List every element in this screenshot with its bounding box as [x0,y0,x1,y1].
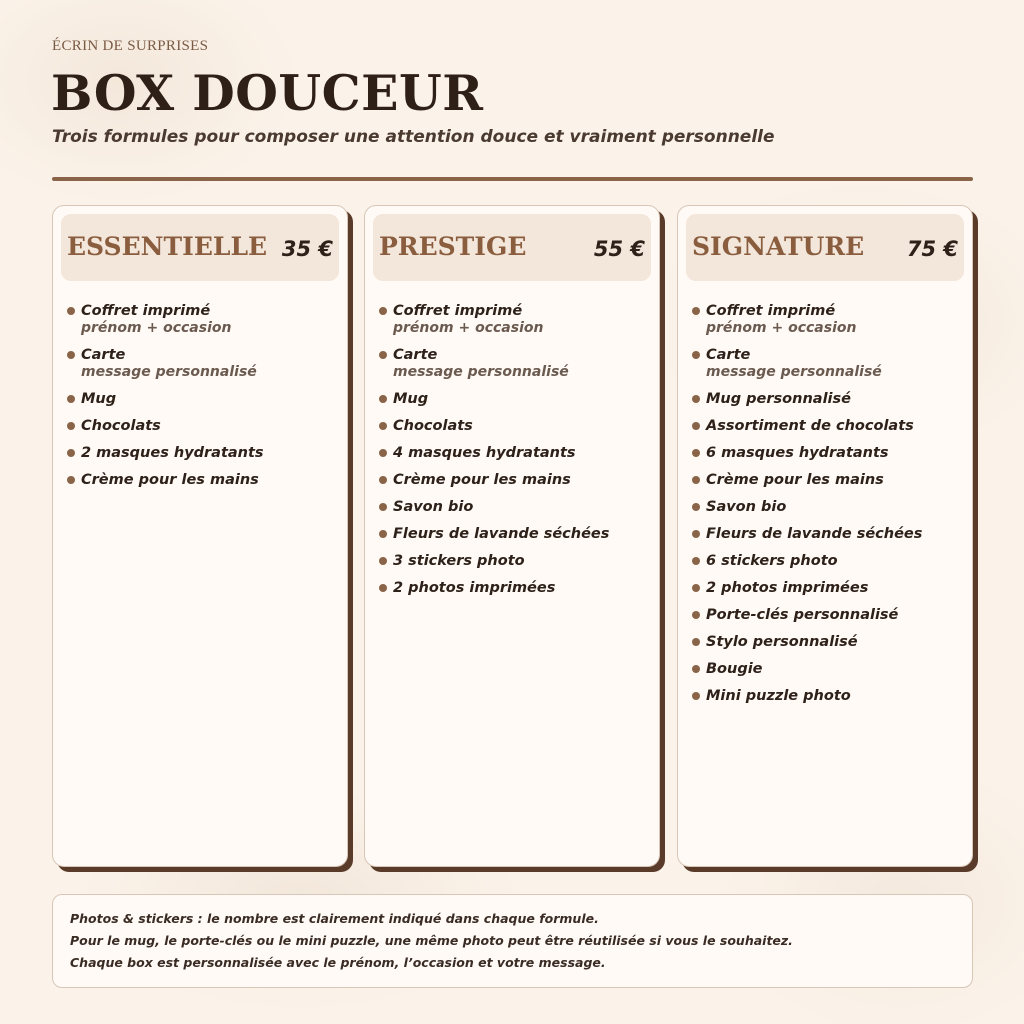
item-label: Carte [81,347,126,363]
item-label: Coffret imprimé [706,303,836,319]
item-label: Crème pour les mains [706,472,884,488]
list-item [690,606,964,624]
item-label: Coffret imprimé [393,303,523,319]
item-label: Fleurs de lavande séchées [393,526,610,542]
card-header [686,214,964,281]
item-label: Bougie [706,661,763,677]
list-item [377,552,651,570]
list-item [377,498,651,516]
item-label: 2 masques hydratants [81,445,264,461]
list-item [690,552,964,570]
footer-line: Photos & stickers : le nombre est clairement indiqué dans chaque formule. [70,911,599,926]
card-signature [677,205,973,867]
item-label: Crème pour les mains [393,472,571,488]
item-label: 6 stickers photo [706,553,838,569]
item-label: Assortiment de chocolats [706,418,914,434]
item-label: Mini puzzle photo [706,688,851,704]
card-items [690,302,964,714]
card-items [377,302,651,606]
item-detail: prénom + occasion [393,320,544,336]
list-item [65,346,339,381]
list-item [377,525,651,543]
list-item [690,687,964,705]
item-detail: message personnalisé [393,364,569,380]
card-header [373,214,651,281]
item-label: Fleurs de lavande séchées [706,526,923,542]
card-name: PRESTIGE [379,232,527,261]
footer-line: Pour le mug, le porte-clés ou le mini puzzle, une même photo peut être réutilisée si vous le souhaitez. [70,933,793,948]
list-item [690,302,964,337]
list-item [377,346,651,381]
list-item [65,417,339,435]
item-label: Crème pour les mains [81,472,259,488]
item-label: 3 stickers photo [393,553,525,569]
card-prestige [364,205,660,867]
list-item [377,444,651,462]
item-label: Mug [81,391,117,407]
list-item [377,390,651,408]
list-item [377,302,651,337]
list-item [377,579,651,597]
list-item [690,579,964,597]
item-detail: prénom + occasion [706,320,857,336]
page-kicker: ÉCRIN DE SURPRISES [52,38,209,54]
item-label: Chocolats [393,418,473,434]
page-title: BOX DOUCEUR [51,64,484,122]
item-label: Carte [393,347,438,363]
item-label: Coffret imprimé [81,303,211,319]
card-price: 75 € [906,237,958,261]
card-essentielle [52,205,348,867]
list-item [690,633,964,651]
list-item [690,660,964,678]
card-header [61,214,339,281]
item-label: Porte-clés personnalisé [706,607,899,623]
item-label: 6 masques hydratants [706,445,889,461]
card-items [65,302,339,498]
item-detail: message personnalisé [81,364,257,380]
list-item [65,444,339,462]
list-item [65,390,339,408]
item-label: Mug personnalisé [706,391,851,407]
footer-line: Chaque box est personnalisée avec le prénom, l’occasion et votre message. [70,955,606,970]
item-label: Savon bio [706,499,787,515]
list-item [377,417,651,435]
list-item [690,417,964,435]
item-label: Mug [393,391,429,407]
list-item [65,471,339,489]
list-item [690,346,964,381]
list-item [690,498,964,516]
item-label: 4 masques hydratants [393,445,576,461]
item-detail: message personnalisé [706,364,882,380]
card-name: ESSENTIELLE [67,232,268,261]
list-item [690,525,964,543]
item-label: Chocolats [81,418,161,434]
item-label: Savon bio [393,499,474,515]
item-label: 2 photos imprimées [393,580,556,596]
item-label: Carte [706,347,751,363]
list-item [690,444,964,462]
header-divider [52,177,973,181]
item-detail: prénom + occasion [81,320,232,336]
card-price: 55 € [593,237,645,261]
list-item [65,302,339,337]
list-item [690,390,964,408]
card-price: 35 € [281,237,333,261]
list-item [377,471,651,489]
card-name: SIGNATURE [692,232,865,261]
item-label: Stylo personnalisé [706,634,858,650]
list-item [690,471,964,489]
footer-notes [52,894,973,988]
page-subtitle: Trois formules pour composer une attention douce et vraiment personnelle [52,127,775,147]
item-label: 2 photos imprimées [706,580,869,596]
